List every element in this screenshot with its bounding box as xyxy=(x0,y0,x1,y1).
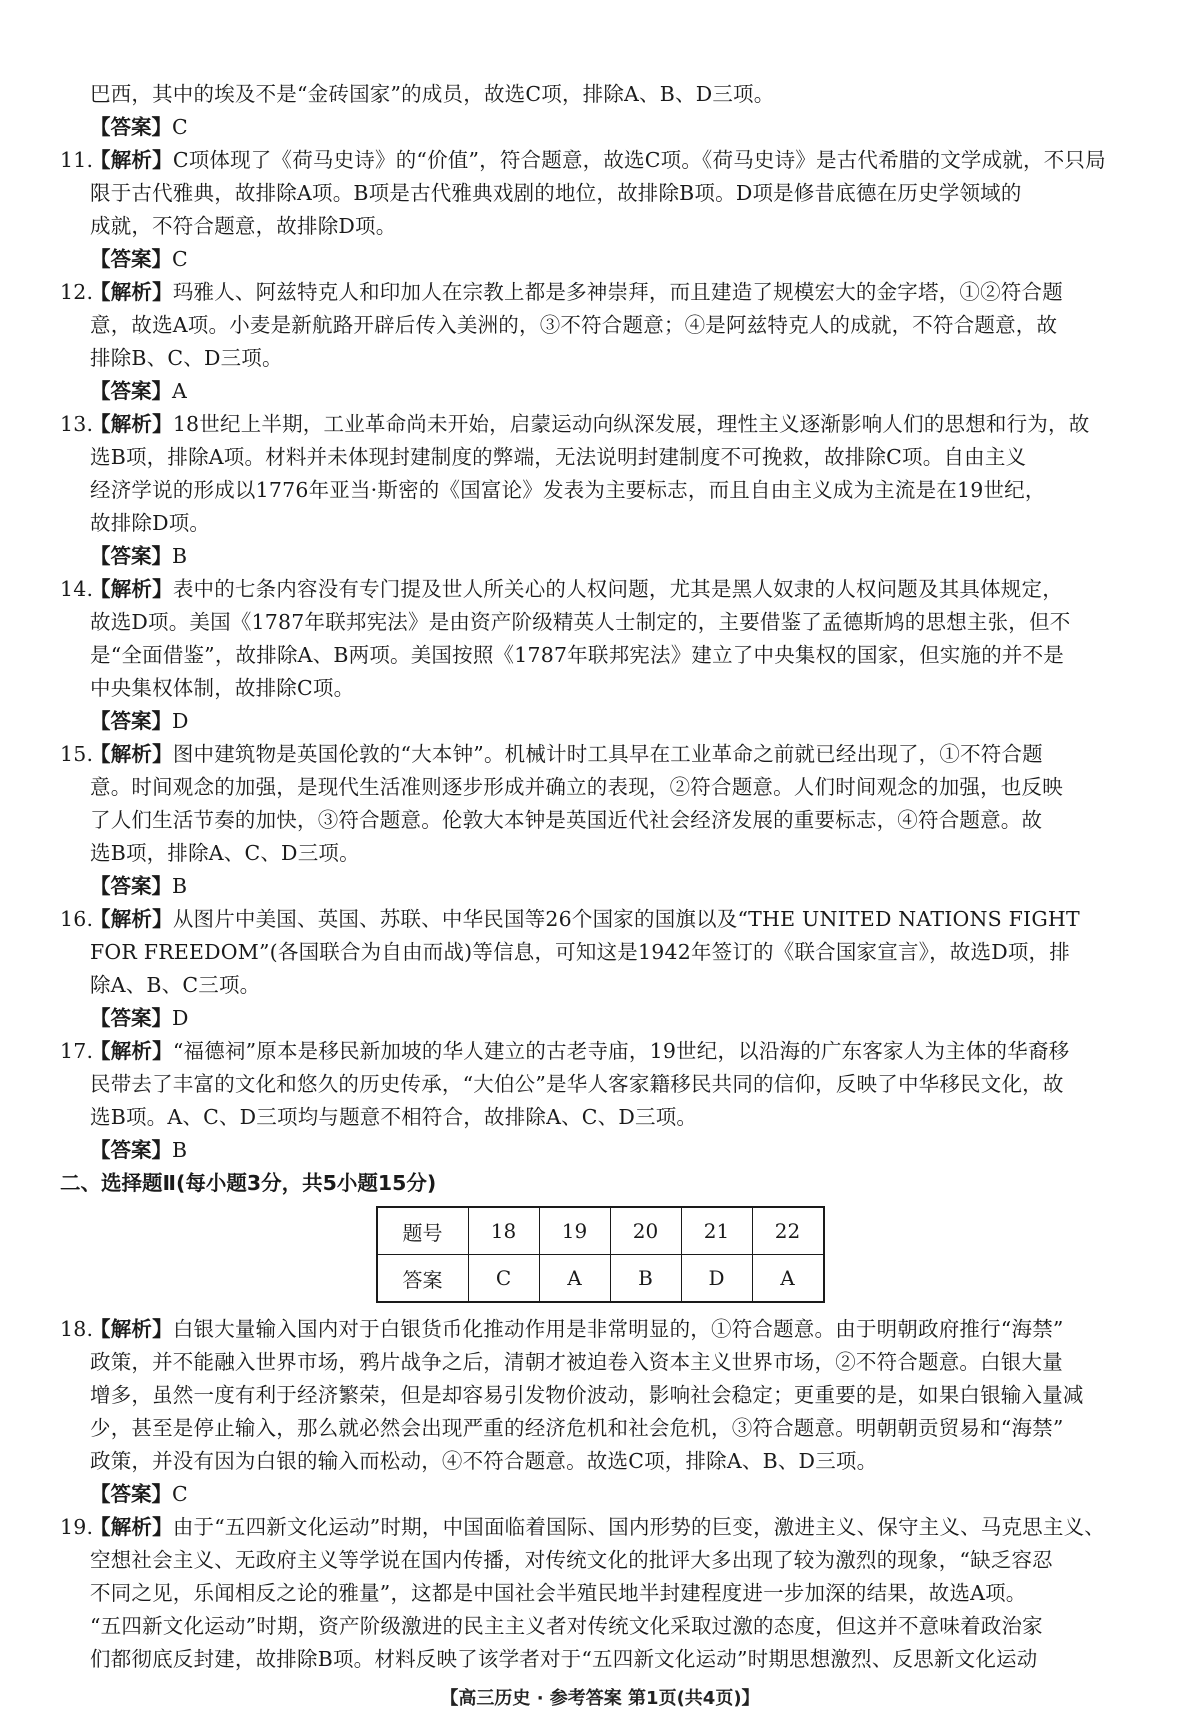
explanation-text: 由于“五四新文化运动”时期，中国面临着国际、国内形势的巨变，激进主义、保守主义、马克思主义、 xyxy=(172,1515,1105,1539)
answer-value: C xyxy=(172,1482,188,1506)
answer-tag: 【答案】 xyxy=(90,1482,172,1506)
question-number-cell: 22 xyxy=(752,1207,824,1255)
explanation-line: 故排除D项。 xyxy=(90,511,211,535)
question-number-cell: 21 xyxy=(681,1207,752,1255)
analysis-tag: 【解析】 xyxy=(90,907,173,931)
question-number-cell: 20 xyxy=(610,1207,681,1255)
question-number: 16. xyxy=(60,907,94,931)
page-footer: 【高三历史 · 参考答案 第1页(共4页)】 xyxy=(440,1688,760,1709)
explanation-line: 意，故选A项。小麦是新航路开辟后传入美洲的，③不符合题意；④是阿兹特克人的成就，不符合题意，故 xyxy=(90,313,1058,337)
question-number: 13. xyxy=(60,412,94,436)
table-row-label: 题号 xyxy=(377,1207,469,1255)
explanation-line: 空想社会主义、无政府主义等学说在国内传播，对传统文化的批评大多出现了较为激烈的现象，“缺乏容忍 xyxy=(90,1548,1053,1572)
explanation-line: 是“全面借鉴”，故排除A、B两项。美国按照《1787年联邦宪法》建立了中央集权的国家，但实施的并不是 xyxy=(90,643,1064,667)
explanation-line: 们都彻底反封建，故排除B项。材料反映了该学者对于“五四新文化运动”时期思想激烈、反思新文化运动 xyxy=(90,1647,1038,1671)
explanation-line: FOR FREEDOM”(各国联合为自由而战)等信息，可知这是1942年签订的《联合国家宣言》，故选D项，排 xyxy=(90,940,1070,964)
explanation-first-line xyxy=(60,738,1140,771)
explanation-first-line xyxy=(60,903,1140,936)
answer-cell: D xyxy=(681,1255,752,1303)
explanation-text: C项体现了《荷马史诗》的“价值”，符合题意，故选C项。《荷马史诗》是古代希腊的文学成就，不只局 xyxy=(172,148,1106,172)
answer-line xyxy=(60,870,1140,903)
explanation-line: 意。时间观念的加强，是现代生活准则逐步形成并确立的表现，②符合题意。人们时间观念的加强，也反映 xyxy=(90,775,1063,799)
explanation-text: 表中的七条内容没有专门提及世人所关心的人权问题，尤其是黑人奴隶的人权问题及其具体规定， xyxy=(172,577,1063,601)
question-number: 11. xyxy=(60,148,94,172)
answer-value: B xyxy=(172,874,188,898)
explanation-item xyxy=(60,903,1140,1035)
explanation-line: 选B项，排除A、C、D三项。 xyxy=(90,841,360,865)
analysis-tag: 【解析】 xyxy=(90,1515,173,1539)
intro-line: 巴西，其中的埃及不是“金砖国家”的成员，故选C项，排除A、B、D三项。 xyxy=(90,82,775,106)
answer-line xyxy=(60,1002,1140,1035)
question-number: 19. xyxy=(60,1515,94,1539)
table-row-label: 答案 xyxy=(377,1255,469,1303)
answer-value: C xyxy=(172,247,188,271)
explanation-text: 18世纪上半期，工业革命尚未开始，启蒙运动向纵深发展，理性主义逐渐影响人们的思想和行为，故 xyxy=(172,412,1090,436)
answer-cell: B xyxy=(610,1255,681,1303)
answer-line xyxy=(60,1478,1140,1511)
answer-line xyxy=(60,705,1140,738)
explanation-first-line xyxy=(60,408,1140,441)
answer-value: B xyxy=(172,1138,188,1162)
section-title: 二、选择题Ⅱ(每小题3分，共5小题15分) xyxy=(60,1171,437,1195)
explanation-first-line xyxy=(60,1313,1140,1346)
answer-value: A xyxy=(172,379,187,403)
explanation-line: “五四新文化运动”时期，资产阶级激进的民主主义者对传统文化采取过激的态度，但这并不意味着政治家 xyxy=(90,1614,1043,1638)
explanation-item xyxy=(60,573,1140,738)
explanation-line: 故选D项。美国《1787年联邦宪法》是由资产阶级精英人士制定的，主要借鉴了孟德斯鸠的思想主张，但不 xyxy=(90,610,1071,634)
answer-tag: 【答案】 xyxy=(90,874,172,898)
explanation-item xyxy=(60,1313,1140,1511)
explanation-first-line xyxy=(60,1035,1140,1068)
answer-line xyxy=(60,540,1140,573)
explanation-line: 民带去了丰富的文化和悠久的历史传承，“大伯公”是华人客家籍移民共同的信仰，反映了中华移民文化，故 xyxy=(90,1072,1064,1096)
answer-table-answer-row xyxy=(377,1255,824,1303)
explanation-line: 选B项。A、C、D三项均与题意不相符合，故排除A、C、D三项。 xyxy=(90,1105,698,1129)
explanation-item xyxy=(60,408,1140,573)
answer-value: B xyxy=(172,544,188,568)
explanation-first-line xyxy=(60,144,1140,177)
content-column xyxy=(60,78,1140,1676)
explanation-first-line xyxy=(60,276,1140,309)
answer-tag: 【答案】 xyxy=(90,1138,172,1162)
explanation-item xyxy=(60,738,1140,903)
explanation-item xyxy=(60,1035,1140,1167)
explanation-text: 图中建筑物是英国伦敦的“大本钟”。机械计时工具早在工业革命之前就已经出现了，①不符合题 xyxy=(172,742,1043,766)
answer-line xyxy=(60,243,1140,276)
answer-table-wrap xyxy=(60,1206,1140,1303)
explanation-text: 玛雅人、阿兹特克人和印加人在宗教上都是多神崇拜，而且建造了规模宏大的金字塔，①②符合题 xyxy=(172,280,1063,304)
explanation-line: 选B项，排除A项。材料并未体现封建制度的弊端，无法说明封建制度不可挽救，故排除C项。自由主义 xyxy=(90,445,1027,469)
question-number: 14. xyxy=(60,577,94,601)
answer-tag: 【答案】 xyxy=(90,379,172,403)
explanation-item xyxy=(60,276,1140,408)
explanation-line: 排除B、C、D三项。 xyxy=(90,346,283,370)
answer-table-header-row xyxy=(377,1207,824,1255)
answer-tag: 【答案】 xyxy=(90,247,172,271)
analysis-tag: 【解析】 xyxy=(90,280,173,304)
analysis-tag: 【解析】 xyxy=(90,577,173,601)
question-number-cell: 18 xyxy=(468,1207,539,1255)
question-number: 12. xyxy=(60,280,94,304)
analysis-tag: 【解析】 xyxy=(90,412,173,436)
explanation-line: 中央集权体制，故排除C项。 xyxy=(90,676,355,700)
answer-tag: 【答案】 xyxy=(90,115,172,139)
explanation-text: 白银大量输入国内对于白银货币化推动作用是非常明显的，①符合题意。由于明朝政府推行“海禁” xyxy=(172,1317,1064,1341)
explanation-list-2 xyxy=(60,1313,1140,1676)
explanation-first-line xyxy=(60,573,1140,606)
question-number: 18. xyxy=(60,1317,94,1341)
explanation-text: “福德祠”原本是移民新加坡的华人建立的古老寺庙，19世纪，以沿海的广东客家人为主体的华裔移 xyxy=(172,1039,1070,1063)
explanation-line: 经济学说的形成以1776年亚当·斯密的《国富论》发表为主要标志，而且自由主义成为主流是在19世纪， xyxy=(90,478,1046,502)
analysis-tag: 【解析】 xyxy=(90,742,173,766)
explanation-line: 了人们生活节奏的加快，③符合题意。伦敦大本钟是英国近代社会经济发展的重要标志，④符合题意。故 xyxy=(90,808,1043,832)
explanation-line: 增多，虽然一度有利于经济繁荣，但是却容易引发物价波动，影响社会稳定；更重要的是，如果白银输入量减 xyxy=(90,1383,1084,1407)
explanation-list xyxy=(60,144,1140,1167)
answer-tag: 【答案】 xyxy=(90,1006,172,1030)
intro-answer xyxy=(60,111,1140,144)
explanation-line: 政策，并没有因为白银的输入而松动，④不符合题意。故选C项，排除A、B、D三项。 xyxy=(90,1449,878,1473)
answer-cell: C xyxy=(468,1255,539,1303)
answer-cell: A xyxy=(752,1255,824,1303)
explanation-line: 少，甚至是停止输入，那么就必然会出现严重的经济危机和社会危机，③符合题意。明朝朝贡贸易和“海禁” xyxy=(90,1416,1064,1440)
question-number-cell: 19 xyxy=(539,1207,610,1255)
answer-value: D xyxy=(172,709,189,733)
answer-value: D xyxy=(172,1006,189,1030)
answer-table xyxy=(376,1206,825,1303)
question-number: 17. xyxy=(60,1039,94,1063)
answer-cell: A xyxy=(539,1255,610,1303)
answer-value: C xyxy=(172,115,188,139)
explanation-first-line xyxy=(60,1511,1140,1544)
question-number: 15. xyxy=(60,742,94,766)
answer-line xyxy=(60,375,1140,408)
analysis-tag: 【解析】 xyxy=(90,1317,173,1341)
analysis-tag: 【解析】 xyxy=(90,148,173,172)
answer-tag: 【答案】 xyxy=(90,544,172,568)
answer-line xyxy=(60,1134,1140,1167)
explanation-text: 从图片中美国、英国、苏联、中华民国等26个国家的国旗以及“THE UNITED NATIONS FIGHT xyxy=(172,907,1080,931)
explanation-line: 政策，并不能融入世界市场，鸦片战争之后，清朝才被迫卷入资本主义世界市场，②不符合题意。白银大量 xyxy=(90,1350,1063,1374)
explanation-line: 成就，不符合题意，故排除D项。 xyxy=(90,214,397,238)
analysis-tag: 【解析】 xyxy=(90,1039,173,1063)
explanation-line: 不同之见，乐闻相反之论的雅量”，这都是中国社会半殖民地半封建程度进一步加深的结果，故选A项。 xyxy=(90,1581,1027,1605)
explanation-line: 除A、B、C三项。 xyxy=(90,973,261,997)
explanation-line: 限于古代雅典，故排除A项。B项是古代雅典戏剧的地位，故排除B项。D项是修昔底德在历史学领域的 xyxy=(90,181,1022,205)
answer-tag: 【答案】 xyxy=(90,709,172,733)
explanation-item xyxy=(60,1511,1140,1676)
explanation-item xyxy=(60,144,1140,276)
